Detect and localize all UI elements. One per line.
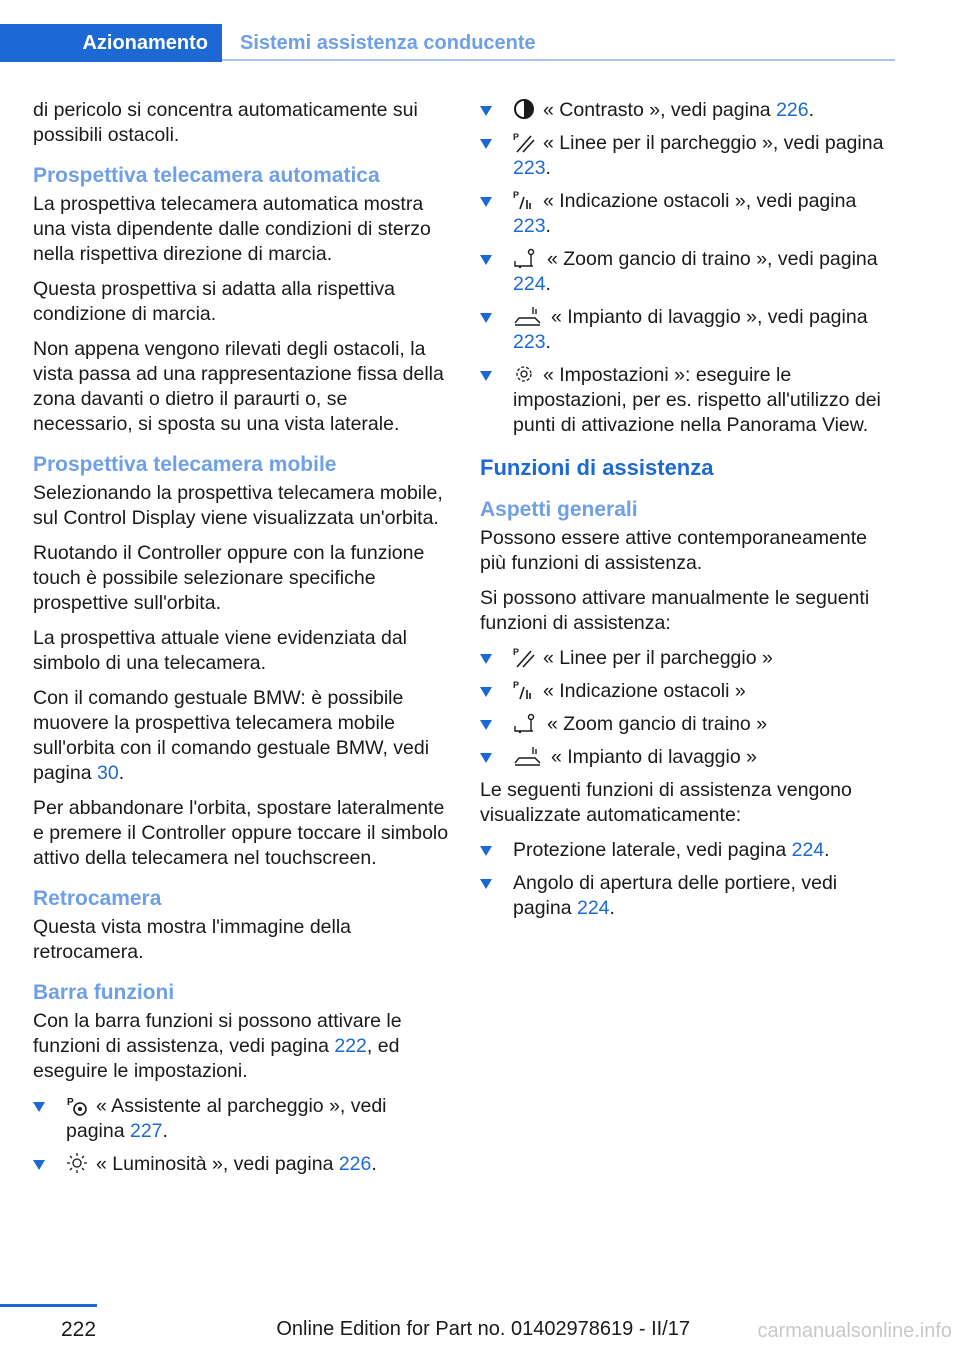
- bullet-text: Angolo di apertura delle portiere, vedi pagina: [513, 872, 838, 919]
- bullet-end: .: [609, 897, 615, 919]
- mobile-p4-end: .: [118, 762, 125, 784]
- auto-paragraph-2: Questa prospettiva si adatta alla rispettiva condizione di marcia.: [33, 278, 396, 325]
- bullet-end: .: [545, 331, 551, 353]
- list-item: [480, 98, 896, 123]
- bullet-text: « Impianto di lavaggio », vedi pagina: [551, 306, 868, 328]
- page-link-223[interactable]: 223: [513, 157, 546, 179]
- barra-text: Con la barra funzioni si possono attivare le funzioni di assistenza, vedi pagina: [33, 1010, 402, 1057]
- bullet-triangle-icon: [480, 687, 492, 697]
- svg-text:P: P: [513, 190, 520, 200]
- bullet-triangle-icon: [33, 1160, 45, 1170]
- list-item: [480, 189, 896, 239]
- list-item: [33, 1152, 449, 1177]
- bullet-text: « Assistente al parcheggio », vedi pagina: [66, 1095, 387, 1142]
- bullet-text: « Impianto di lavaggio »: [551, 746, 757, 768]
- list-item: [33, 1094, 449, 1144]
- list-item: [480, 363, 896, 438]
- bullet-triangle-icon: [480, 255, 492, 265]
- auto-paragraph-1: La prospettiva telecamera automatica mostra una vista dipendente dalle condizioni di sterzo nella rispettiva direzione di marcia.: [33, 193, 431, 265]
- page-link-224[interactable]: 224: [513, 273, 546, 295]
- bullet-text: Protezione laterale, vedi pagina: [513, 839, 792, 861]
- mobile-paragraph-3: La prospettiva attuale viene evidenziata dal simbolo di una telecamera.: [33, 627, 408, 674]
- bullet-triangle-icon: [480, 371, 492, 381]
- settings-gear-icon: [513, 363, 535, 385]
- heading-auto-camera: Prospettiva telecamera automatica: [33, 164, 380, 187]
- parking-lines-icon: [513, 646, 535, 668]
- bullet-triangle-icon: [480, 106, 492, 116]
- bullet-triangle-icon: [480, 139, 492, 149]
- svg-text:P: P: [513, 680, 520, 690]
- bullet-triangle-icon: [480, 197, 492, 207]
- heading-funzioni-assistenza: Funzioni di assistenza: [480, 455, 714, 480]
- svg-text:P: P: [513, 647, 520, 657]
- page-link-227[interactable]: 227: [129, 1120, 163, 1142]
- parking-lines-icon: [513, 131, 535, 153]
- bullet-text: « Indicazione ostacoli »: [543, 680, 746, 702]
- page-link-30[interactable]: 30: [96, 762, 119, 784]
- bullet-triangle-icon: [33, 1102, 45, 1112]
- car-wash-icon: [513, 305, 543, 327]
- bullet-triangle-icon: [480, 846, 492, 856]
- bullet-end: .: [808, 99, 815, 121]
- page-link-222[interactable]: 222: [334, 1035, 367, 1057]
- bullet-triangle-icon: [480, 720, 492, 730]
- bullet-text: « Zoom gancio di traino », vedi pagina: [547, 248, 878, 270]
- page-link-223[interactable]: 223: [513, 331, 546, 353]
- list-item: [480, 305, 896, 355]
- list-item: [480, 131, 896, 181]
- barra-bullet-list: [33, 1094, 449, 1177]
- left-column: [33, 98, 449, 1185]
- barra-paragraph: [33, 1009, 449, 1084]
- bullet-triangle-icon: [480, 654, 492, 664]
- bullet-text: « Luminosità », vedi pagina: [96, 1153, 339, 1175]
- obstacle-icon: [513, 189, 535, 211]
- mobile-paragraph-4: [33, 686, 449, 786]
- bullet-text: « Linee per il parcheggio », vedi pagina: [543, 132, 884, 154]
- mobile-p4-text: Con il comando gestuale BMW: è possibile muovere la prospettiva telecamera mobile sull'orbita con il comando gestuale BMW, vedi pagina: [33, 687, 430, 784]
- mobile-paragraph-5: Per abbandonare l'orbita, spostare lateralmente e premere il Controller oppure toccare il simbolo attivo della telecamera nel touchscreen.: [33, 797, 449, 869]
- brightness-icon: [66, 1152, 88, 1174]
- car-wash-icon: [513, 745, 543, 767]
- contrast-icon: [513, 98, 535, 120]
- right-column: [480, 98, 896, 929]
- tab-sistemi-assistenza[interactable]: Sistemi assistenza conducente: [240, 31, 536, 54]
- general-paragraph-2: Si possono attivare manualmente le seguenti funzioni di assistenza:: [480, 587, 870, 634]
- bullet-text: « Contrasto », vedi pagina: [543, 99, 777, 121]
- bullet-triangle-icon: [480, 753, 492, 763]
- footer-divider: [0, 1304, 97, 1307]
- list-item: [480, 679, 896, 704]
- bullet-end: .: [545, 215, 551, 237]
- manual-functions-list: [480, 646, 896, 770]
- bullet-end: .: [545, 157, 551, 179]
- list-item: [480, 871, 896, 921]
- bullet-triangle-icon: [480, 313, 492, 323]
- header-tabbar: [0, 24, 895, 62]
- page-link-223[interactable]: 223: [513, 215, 546, 237]
- page-number: 222: [61, 1318, 97, 1341]
- bullet-end: .: [824, 839, 830, 861]
- page-link-226[interactable]: 226: [776, 99, 809, 121]
- barra-text-end: , ed eseguire le impostazioni.: [33, 1035, 400, 1082]
- auto-paragraph-3: Non appena vengono rilevati degli ostacoli, la vista passa ad una rappresentazione fissa della zona davanti o dietro il paraurti o, se necessario, si sposta su una vista laterale.: [33, 338, 444, 435]
- heading-mobile-camera: Prospettiva telecamera mobile: [33, 453, 337, 476]
- page-link-224[interactable]: 224: [576, 897, 610, 919]
- page-link-226[interactable]: 226: [338, 1153, 372, 1175]
- mobile-paragraph-1: Selezionando la prospettiva telecamera mobile, sul Control Display viene visualizzata un'orbita.: [33, 482, 443, 529]
- bullet-triangle-icon: [480, 879, 492, 889]
- svg-text:P: P: [67, 1097, 74, 1108]
- page-link-224[interactable]: 224: [791, 839, 825, 861]
- heading-aspetti-generali: Aspetti generali: [480, 498, 638, 521]
- general-paragraph-1: Possono essere attive contemporaneamente più funzioni di assistenza.: [480, 527, 867, 574]
- watermark: carmanualsonline.info: [757, 1320, 952, 1342]
- list-item: [480, 712, 896, 737]
- bullet-end: .: [545, 273, 551, 295]
- svg-text:P: P: [513, 132, 520, 142]
- heading-retrocamera: Retrocamera: [33, 887, 162, 910]
- bullet-end: .: [162, 1120, 168, 1142]
- tow-hitch-icon: [513, 247, 539, 269]
- edition-text: Online Edition for Part no. 01402978619 - II/17: [276, 1318, 690, 1340]
- bullet-end: .: [371, 1153, 377, 1175]
- bullet-text: « Zoom gancio di traino »: [547, 713, 768, 735]
- list-item: [480, 247, 896, 297]
- retro-paragraph: Questa vista mostra l'immagine della retrocamera.: [33, 916, 352, 963]
- obstacle-icon: [513, 679, 535, 701]
- function-bar-list: [480, 98, 896, 438]
- heading-barra-funzioni: Barra funzioni: [33, 981, 175, 1004]
- auto-functions-paragraph: Le seguenti funzioni di assistenza vengono visualizzate automaticamente:: [480, 779, 852, 826]
- auto-functions-list: [480, 838, 896, 921]
- header-divider: [222, 59, 895, 61]
- list-item: [480, 745, 896, 770]
- tow-hitch-icon: [513, 712, 539, 734]
- tab-azionamento[interactable]: Azionamento: [0, 24, 222, 62]
- mobile-paragraph-2: Ruotando il Controller oppure con la funzione touch è possibile selezionare specifiche prospettive sull'orbita.: [33, 542, 425, 614]
- bullet-text: « Linee per il parcheggio »: [543, 647, 773, 669]
- bullet-text: « Impostazioni »: eseguire le impostazioni, per es. rispetto all'utilizzo dei punti di attivazione nella Panorama View.: [513, 364, 881, 436]
- bullet-text: « Indicazione ostacoli », vedi pagina: [543, 190, 857, 212]
- park-assistant-icon: [66, 1094, 88, 1116]
- intro-paragraph: di pericolo si concentra automaticamente sui possibili ostacoli.: [33, 99, 418, 146]
- list-item: [480, 838, 896, 863]
- list-item: [480, 646, 896, 671]
